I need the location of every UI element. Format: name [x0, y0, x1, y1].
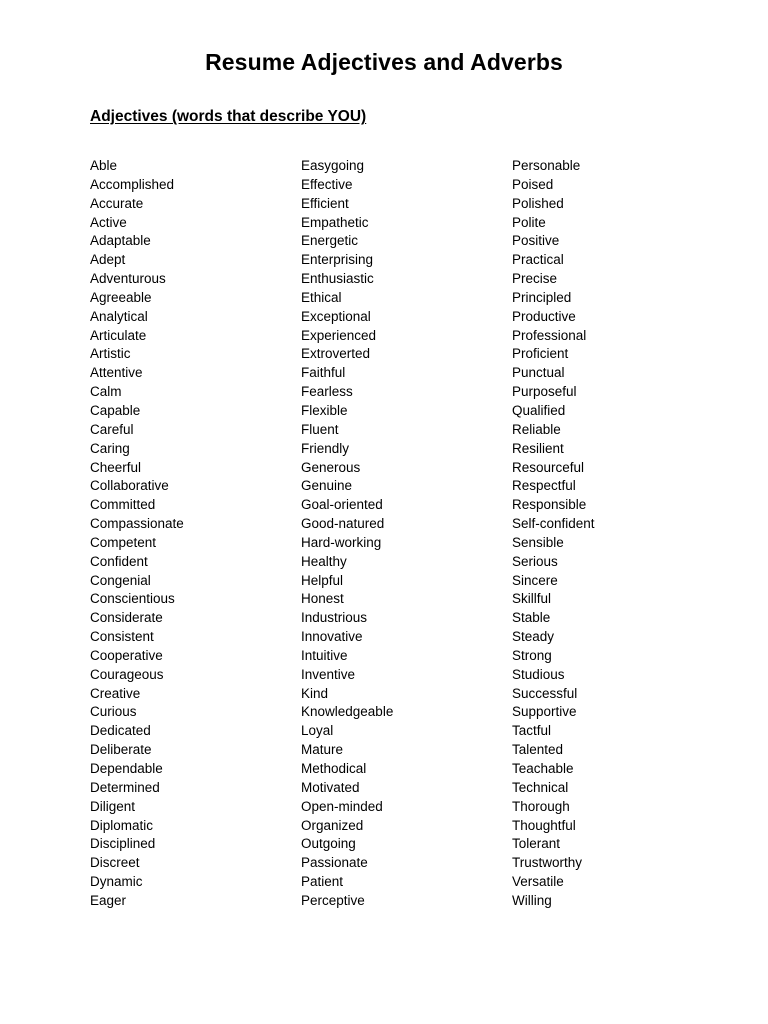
adjective-item: Practical [512, 252, 564, 268]
adjective-item: Thoughtful [512, 817, 576, 833]
adjective-item: Loyal [301, 723, 334, 739]
adjective-item: Healthy [301, 553, 347, 569]
adjective-item: Experienced [301, 327, 377, 343]
adjective-item: Patient [301, 874, 344, 890]
adjective-item: Curious [90, 704, 137, 720]
adjective-item: Perceptive [301, 892, 365, 908]
adjective-item: Faithful [301, 365, 346, 381]
adjective-item: Congenial [90, 572, 151, 588]
adjective-item: Analytical [90, 308, 148, 324]
adjective-item: Exceptional [301, 308, 371, 324]
adjective-item: Capable [90, 402, 141, 418]
adjective-item: Empathetic [301, 214, 369, 230]
adjective-item: Goal-oriented [301, 497, 383, 513]
adjective-item: Artistic [90, 346, 131, 362]
adjective-item: Professional [512, 327, 587, 343]
adjective-item: Competent [90, 534, 157, 550]
adjective-item: Passionate [301, 855, 368, 871]
adjective-item: Outgoing [301, 836, 356, 852]
adjective-item: Respectful [512, 478, 576, 494]
adjective-item: Proficient [512, 346, 569, 362]
adjective-item: Knowledgeable [301, 704, 394, 720]
adjective-item: Adept [90, 252, 126, 268]
adjective-item: Technical [512, 779, 569, 795]
adjective-item: Able [90, 158, 118, 173]
adjective-item: Determined [90, 779, 160, 795]
adjective-item: Resourceful [512, 459, 585, 475]
adjective-item: Hard-working [301, 534, 382, 550]
adjective-item: Mature [301, 742, 344, 758]
adjective-item: Open-minded [301, 798, 383, 814]
page-title: Resume Adjectives and Adverbs [205, 49, 563, 75]
adjective-item: Ethical [301, 289, 342, 305]
adjective-item: Helpful [301, 572, 344, 588]
adjective-item: Discreet [90, 855, 140, 871]
adjective-item: Compassionate [90, 516, 184, 532]
adjective-item: Articulate [90, 327, 147, 343]
adjective-item: Genuine [301, 478, 353, 494]
adjective-item: Adaptable [90, 233, 151, 249]
adjective-item: Teachable [512, 761, 574, 776]
adjective-item: Committed [90, 497, 156, 513]
adjective-item: Reliable [512, 421, 561, 437]
adjective-item: Steady [512, 629, 555, 645]
section-heading: Adjectives (words that describe YOU) [90, 108, 367, 125]
adjective-item: Tactful [512, 723, 552, 739]
adjective-item: Versatile [512, 874, 564, 890]
adjective-item: Deliberate [90, 742, 152, 758]
adjective-item: Tolerant [512, 836, 561, 852]
adjective-item: Talented [512, 742, 564, 758]
adjective-item: Consistent [90, 629, 154, 645]
adjective-item: Disciplined [90, 836, 156, 852]
adjective-item: Thorough [512, 798, 570, 814]
adjective-item: Friendly [301, 440, 350, 456]
adjective-item: Diplomatic [90, 817, 154, 833]
adjective-item: Sensible [512, 534, 564, 550]
adjective-item: Methodical [301, 761, 367, 776]
adjective-item: Polite [512, 214, 546, 230]
adjective-item: Responsible [512, 497, 587, 513]
adjective-item: Enthusiastic [301, 271, 374, 287]
adjective-item: Dependable [90, 761, 163, 776]
adjective-item: Positive [512, 233, 560, 249]
adjective-item: Polished [512, 195, 564, 211]
word-column-1 [90, 157, 184, 911]
adjective-item: Personable [512, 158, 581, 173]
adjective-item: Energetic [301, 233, 359, 249]
adjective-item: Dedicated [90, 723, 151, 739]
adjective-item: Cooperative [90, 647, 163, 663]
adjective-item: Principled [512, 289, 572, 305]
adjective-item: Resilient [512, 440, 564, 456]
adjective-item: Studious [512, 666, 565, 682]
adjective-item: Poised [512, 176, 554, 192]
adjective-item: Cheerful [90, 459, 142, 475]
adjective-item: Collaborative [90, 478, 169, 494]
adjective-item: Purposeful [512, 384, 577, 400]
adjective-item: Confident [90, 553, 148, 569]
adjective-item: Qualified [512, 402, 566, 418]
adjective-item: Successful [512, 685, 578, 701]
adjective-item: Considerate [90, 610, 163, 626]
adjective-item: Inventive [301, 666, 356, 682]
adjective-item: Organized [301, 817, 364, 833]
adjective-item: Sincere [512, 572, 558, 588]
word-column-2 [301, 157, 393, 911]
adjective-item: Eager [90, 892, 127, 908]
adjective-item: Effective [301, 176, 353, 192]
adjective-item: Dynamic [90, 874, 143, 890]
adjective-item: Strong [512, 647, 552, 663]
adjective-item: Diligent [90, 798, 136, 814]
adjective-item: Accomplished [90, 176, 175, 192]
adjective-item: Productive [512, 308, 576, 324]
adjective-item: Innovative [301, 629, 363, 645]
adjective-item: Fearless [301, 384, 353, 400]
adjective-item: Conscientious [90, 591, 175, 607]
adjective-item: Caring [90, 440, 130, 456]
adjective-item: Motivated [301, 779, 360, 795]
adjective-item: Creative [90, 685, 141, 701]
adjective-item: Attentive [90, 365, 143, 381]
adjective-item: Industrious [301, 610, 368, 626]
adjective-item: Easygoing [301, 158, 365, 173]
adjective-item: Serious [512, 553, 558, 569]
adjective-item: Extroverted [301, 346, 371, 362]
adjective-item: Kind [301, 685, 329, 701]
adjective-item: Trustworthy [512, 855, 583, 871]
adjective-item: Supportive [512, 704, 577, 720]
adjective-item: Honest [301, 591, 344, 607]
adjective-item: Enterprising [301, 252, 374, 268]
adjective-item: Efficient [301, 195, 349, 211]
adjective-item: Willing [512, 892, 552, 908]
adjective-item: Active [90, 214, 127, 230]
adjective-item: Flexible [301, 402, 348, 418]
adjective-item: Generous [301, 459, 361, 475]
adjective-item: Careful [90, 421, 134, 437]
adjective-item: Courageous [90, 666, 164, 682]
adjective-item: Skillful [512, 591, 552, 607]
adjective-item: Precise [512, 271, 558, 287]
adjective-item: Stable [512, 610, 551, 626]
adjective-item: Accurate [90, 195, 144, 211]
adjective-item: Calm [90, 384, 122, 400]
adjective-item: Adventurous [90, 271, 166, 287]
adjective-item: Punctual [512, 365, 565, 381]
adjective-item: Intuitive [301, 647, 348, 663]
adjective-item: Fluent [301, 421, 339, 437]
word-column-3 [512, 157, 595, 911]
adjective-item: Agreeable [90, 289, 152, 305]
adjective-item: Good-natured [301, 516, 385, 532]
adjective-item: Self-confident [512, 516, 595, 532]
